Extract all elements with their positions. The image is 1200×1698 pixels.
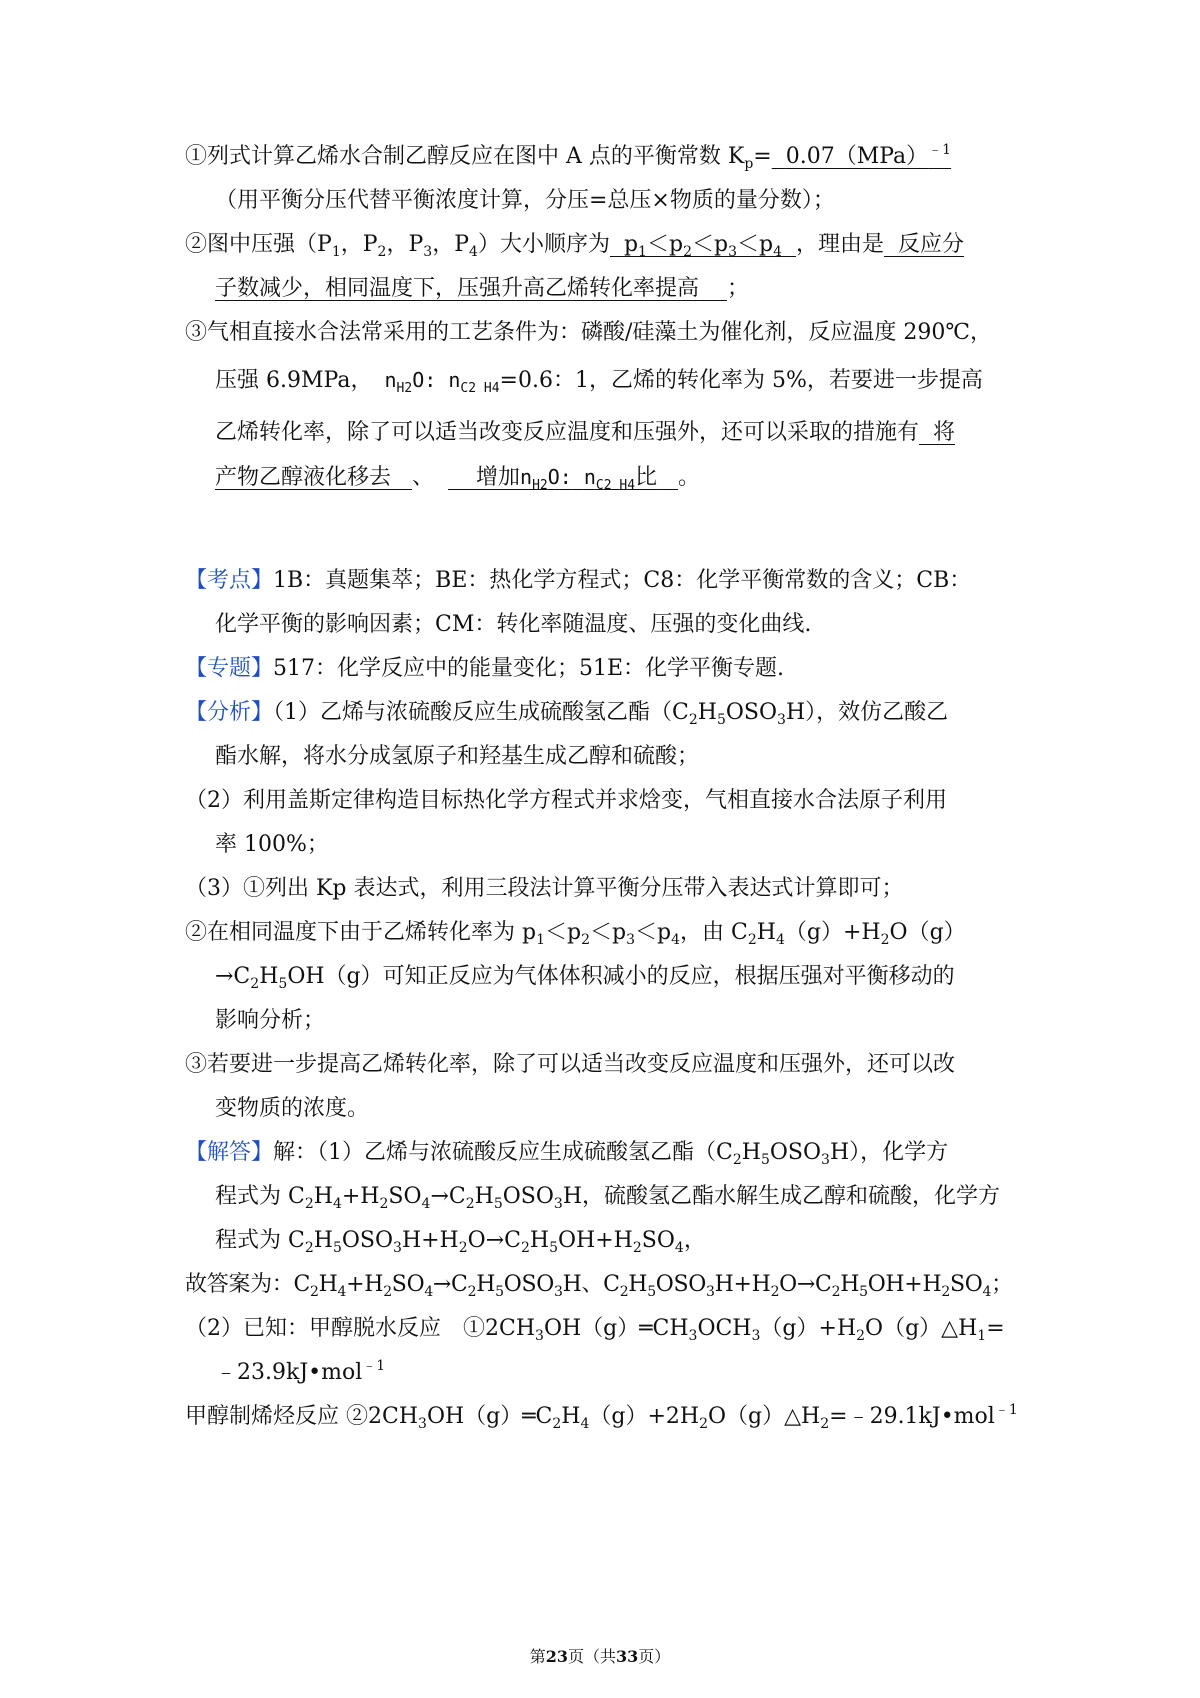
text: H），效仿乙酸乙 <box>785 700 949 725</box>
sub: 2 <box>379 1196 389 1212</box>
page-number: 23 <box>545 1647 568 1666</box>
text: 比 <box>635 465 658 490</box>
sub: 2 <box>467 1284 477 1300</box>
sub: 2 <box>699 1416 708 1432</box>
answer-superscript: ﹣1 <box>928 142 952 158</box>
text: H <box>619 478 628 493</box>
sub: 3 <box>777 712 786 728</box>
text: H），化学方 <box>829 1140 949 1165</box>
sub: 3 <box>553 1196 563 1212</box>
text: 乙烯转化率，除了可以适当改变反应温度和压强外，还可以采取的措施有 <box>215 420 920 445</box>
sub: 5 <box>493 1196 503 1212</box>
sub: 4 <box>337 1284 347 1300</box>
text: 反应分 <box>898 232 965 257</box>
text: =﹣29.1kJ•mol <box>829 1404 995 1429</box>
jieda-line3 <box>215 1226 706 1256</box>
text: 产物乙醇液化移去 <box>215 465 392 490</box>
text: H <box>483 381 492 396</box>
text: O <box>412 368 425 392</box>
text: H <box>474 1184 494 1209</box>
sub: 4 <box>580 1416 590 1432</box>
sub: 3 <box>728 244 737 260</box>
kaodian-line1 <box>185 566 971 596</box>
fenxi-line5: （3）①列出 Kp 表达式，利用三段法计算平衡分压带入表达式计算即可； <box>185 876 904 901</box>
text: 517：化学反应中的能量变化；51E：化学平衡专题. <box>273 656 785 681</box>
sup: ﹣1 <box>994 1402 1018 1418</box>
text: ＜p <box>691 232 729 257</box>
sub: 1 <box>331 244 341 260</box>
sub: 4 <box>773 244 783 260</box>
text: OH（g）═C <box>426 1404 553 1429</box>
text: ＜p <box>545 920 582 945</box>
sub: 4 <box>332 1196 342 1212</box>
text: SO <box>391 1272 425 1297</box>
text: H <box>532 478 540 493</box>
sub: 5 <box>278 976 288 992</box>
text: H+H <box>714 1272 771 1297</box>
text: 4 <box>491 381 500 396</box>
sub: 5 <box>647 1284 656 1300</box>
text: =0.6：1，乙烯的转化率为 5%，若要进一步提高 <box>499 368 983 393</box>
sub: 2 <box>377 244 387 260</box>
text: ＜p <box>590 920 627 945</box>
text: O（g）△H <box>707 1404 821 1429</box>
text: 程式为 C <box>215 1228 305 1253</box>
text: SO <box>388 1184 422 1209</box>
q3-item2-line1 <box>185 230 964 260</box>
text: : <box>559 465 572 489</box>
sub: 4 <box>424 1284 433 1300</box>
sub: 2 <box>831 1284 841 1300</box>
sub: 1 <box>638 244 647 260</box>
text: （1）乙烯与浓硫酸反应生成硫酸氢乙酯（C <box>273 700 689 725</box>
text: 故答案为：C <box>185 1272 311 1297</box>
sub: 5 <box>495 1284 504 1300</box>
text: H <box>529 1228 550 1253</box>
sub: 2 <box>820 1416 830 1432</box>
text: p <box>623 232 639 257</box>
text: SO <box>641 1228 675 1253</box>
jieda-line2 <box>215 1182 1000 1212</box>
text: n <box>448 368 461 392</box>
text: ②图中压强（P <box>185 232 332 257</box>
text: O <box>547 465 560 489</box>
text: H，硫酸氢乙酯水解生成乙醇和硫酸，化学方 <box>562 1184 1001 1209</box>
text: H、C <box>562 1272 620 1297</box>
answer-reason-part2 <box>215 276 727 301</box>
sub: 4 <box>421 1196 431 1212</box>
text: H <box>697 700 717 725</box>
text: （g）+H <box>784 920 881 945</box>
sub: 2 <box>941 1284 950 1300</box>
sub: 2 <box>632 1240 642 1256</box>
sub: 1 <box>536 932 545 948</box>
fenxi-tag: 【分析】 <box>185 700 274 725</box>
sub: 2 <box>619 1284 629 1300</box>
text: 程式为 C <box>215 1184 305 1209</box>
text: H <box>628 1272 648 1297</box>
fenxi-line7 <box>215 962 955 992</box>
fenxi-line9: ③若要进一步提高乙烯转化率，除了可以适当改变反应温度和压强外，还可以改 <box>185 1052 956 1077</box>
q3-item3-line2 <box>215 365 983 396</box>
text: = <box>753 144 772 169</box>
text: SO <box>949 1272 983 1297</box>
sub: 2 <box>581 932 591 948</box>
sub: 3 <box>821 1152 830 1168</box>
text: 甲醇制烯烃反应 ②2CH <box>185 1404 419 1429</box>
sub: 3 <box>535 1328 544 1344</box>
jieda-line7 <box>185 1402 1018 1432</box>
n-h2o-ratio <box>372 368 500 396</box>
sub: 5 <box>332 1240 342 1256</box>
text: 2 <box>539 478 548 493</box>
text: OH（g）可知正反应为气体体积减小的反应，根据压强对平衡移动的 <box>287 964 955 989</box>
text: OSO <box>341 1228 394 1253</box>
sub: 1 <box>977 1328 987 1344</box>
text: 页） <box>638 1647 671 1666</box>
text: n <box>520 465 533 489</box>
text: ，P <box>340 232 378 257</box>
text: OSO <box>725 700 778 725</box>
sub: 2 <box>458 1240 468 1256</box>
text: ； <box>991 1272 1013 1297</box>
answer-value: 0.07（MPa） <box>785 144 929 169</box>
sub: 2 <box>683 244 692 260</box>
text: 第 <box>529 1647 546 1666</box>
text: H <box>840 1272 860 1297</box>
sub: 4 <box>674 1240 684 1256</box>
sub: 5 <box>760 1152 770 1168</box>
text: n <box>583 465 596 489</box>
text: OSO <box>769 1140 822 1165</box>
sub: 2 <box>383 1284 392 1300</box>
text: O（g）△H <box>865 1316 978 1341</box>
sub: 2 <box>250 976 260 992</box>
zhuanti-line <box>185 654 784 684</box>
text: 。 <box>678 465 701 490</box>
text: H <box>313 1228 333 1253</box>
jieda-line5 <box>185 1314 1005 1344</box>
kaodian-tag: 【考点】 <box>185 568 274 593</box>
text: +H <box>341 1184 380 1209</box>
total-pages: 33 <box>616 1647 639 1666</box>
fenxi-line4: 率 100%； <box>215 832 329 857</box>
text: 页（共 <box>567 1647 616 1666</box>
text: （g）+H <box>760 1316 857 1341</box>
text: ＜p <box>646 232 684 257</box>
answer-measure-1b <box>215 465 412 490</box>
answer-reason-part1 <box>884 232 964 257</box>
q3-item1-line1 <box>185 142 951 172</box>
q3-item3-line4 <box>215 462 700 493</box>
sub: 2 <box>304 1240 314 1256</box>
text: 2 <box>468 381 477 396</box>
text: ①列式计算乙烯水合制乙醇反应在图中 A 点的平衡常数 K <box>185 144 745 169</box>
text: （2）已知：甲醇脱水反应 ①2CH <box>185 1316 536 1341</box>
text: ②在相同温度下由于乙烯转化率为 p <box>185 920 537 945</box>
answer-kp <box>772 144 951 169</box>
text: C <box>595 478 604 493</box>
text: ﹣23.9kJ•mol <box>215 1360 363 1385</box>
sub: 3 <box>688 1328 698 1344</box>
text: OH+H <box>867 1272 942 1297</box>
sub: 2 <box>465 1196 475 1212</box>
fenxi-line10: 变物质的浓度。 <box>215 1096 370 1121</box>
zhuanti-tag: 【专题】 <box>185 656 274 681</box>
text: OSO <box>655 1272 707 1297</box>
sub: 3 <box>423 244 433 260</box>
text: O→C <box>467 1228 521 1253</box>
text: ； <box>727 276 750 301</box>
sub: 4 <box>469 244 478 260</box>
jieda-line1 <box>185 1138 948 1168</box>
answer-pressure-order <box>610 232 796 260</box>
sub: 2 <box>747 932 757 948</box>
sub: 4 <box>775 932 785 948</box>
text: OH+H <box>558 1228 633 1253</box>
text: H <box>476 1272 496 1297</box>
text: 4 <box>627 478 636 493</box>
text: →C <box>430 1184 466 1209</box>
q3-item3-line1: ③气相直接水合法常采用的工艺条件为：磷酸/硅藻土为催化剂，反应温度 290℃， <box>185 320 993 345</box>
text: H <box>318 1272 338 1297</box>
sub: 3 <box>706 1284 715 1300</box>
text: C <box>460 381 469 396</box>
text: OSO <box>502 1184 554 1209</box>
text: = <box>986 1316 1005 1341</box>
text: ，理由是 <box>796 232 885 257</box>
text: ，由 C <box>680 920 748 945</box>
q3-item2-line2 <box>215 274 749 304</box>
text: O（g） <box>889 920 966 945</box>
text: : <box>424 368 437 392</box>
text: H <box>313 1184 333 1209</box>
text: ，P <box>386 232 424 257</box>
sub: 2 <box>688 712 698 728</box>
text: 2 <box>603 478 612 493</box>
text: 将 <box>933 420 956 445</box>
sub: 2 <box>552 1416 562 1432</box>
text: +H <box>346 1272 384 1297</box>
sub: 2 <box>310 1284 319 1300</box>
sub: 3 <box>393 1240 402 1256</box>
text: 、 <box>412 465 435 490</box>
text: H <box>259 964 279 989</box>
text: ）大小顺序为 <box>477 232 610 257</box>
sup: ﹣1 <box>362 1358 386 1374</box>
fenxi-line8: 影响分析； <box>215 1008 326 1033</box>
text: 2 <box>404 381 413 396</box>
text: H <box>561 1404 581 1429</box>
kp-subscript: p <box>744 156 754 172</box>
text: OCH <box>697 1316 752 1341</box>
sub: 5 <box>549 1240 559 1256</box>
sub: 2 <box>770 1284 780 1300</box>
text: 增加 <box>476 465 521 490</box>
text: →C <box>432 1272 468 1297</box>
page-footer <box>0 1646 1200 1668</box>
text: H <box>741 1140 761 1165</box>
jieda-tag: 【解答】 <box>185 1140 274 1165</box>
q3-item1-line2: （用平衡分压代替平衡浓度计算，分压=总压×物质的量分数）； <box>215 188 835 213</box>
sub: 4 <box>982 1284 992 1300</box>
text: ＜p <box>635 920 672 945</box>
text: 1B：真题集萃；BE：热化学方程式；C8：化学平衡常数的含义；CB： <box>273 568 972 593</box>
sub: 3 <box>553 1284 563 1300</box>
text: ，P <box>432 232 470 257</box>
sub: 3 <box>751 1328 761 1344</box>
text: H <box>396 381 405 396</box>
q3-item3-line3 <box>215 418 955 448</box>
sub: 4 <box>671 932 681 948</box>
n-ratio-image <box>520 465 636 493</box>
text: 压强 6.9MPa， <box>215 368 373 393</box>
fenxi-line6 <box>185 918 966 948</box>
fenxi-line1 <box>185 698 948 728</box>
text: 解：（1）乙烯与浓硫酸反应生成硫酸氢乙酯（C <box>273 1140 733 1165</box>
text: →C <box>215 964 251 989</box>
text: （g）+2H <box>589 1404 700 1429</box>
sub: 5 <box>859 1284 868 1300</box>
answer-measure-1a <box>919 420 955 445</box>
sub: 3 <box>418 1416 427 1432</box>
sub: 2 <box>304 1196 314 1212</box>
sub: 5 <box>716 712 726 728</box>
jieda-line4 <box>185 1270 1013 1300</box>
text: 子数减少，相同温度下，压强升高乙烯转化率提高 <box>215 276 700 301</box>
fenxi-line3: （2）利用盖斯定律构造目标热化学方程式并求焓变，气相直接水合法原子利用 <box>185 788 947 813</box>
fenxi-line2: 酯水解，将水分成氢原子和羟基生成乙醇和硫酸； <box>215 744 700 769</box>
text: ＜p <box>737 232 774 257</box>
text: H+H <box>401 1228 459 1253</box>
kaodian-line2: 化学平衡的影响因素；CM：转化率随温度、压强的变化曲线. <box>215 612 812 637</box>
sub: 3 <box>626 932 636 948</box>
text: O→C <box>779 1272 832 1297</box>
text: H <box>756 920 776 945</box>
sub: 2 <box>880 932 890 948</box>
sub: 2 <box>520 1240 530 1256</box>
answer-measure-2 <box>448 465 678 493</box>
sub: 2 <box>856 1328 866 1344</box>
jieda-line6 <box>215 1358 385 1388</box>
text: n <box>384 368 397 392</box>
text: ， <box>683 1228 706 1253</box>
sub: 2 <box>732 1152 742 1168</box>
text: OSO <box>503 1272 554 1297</box>
text: OH（g）═CH <box>543 1316 689 1341</box>
